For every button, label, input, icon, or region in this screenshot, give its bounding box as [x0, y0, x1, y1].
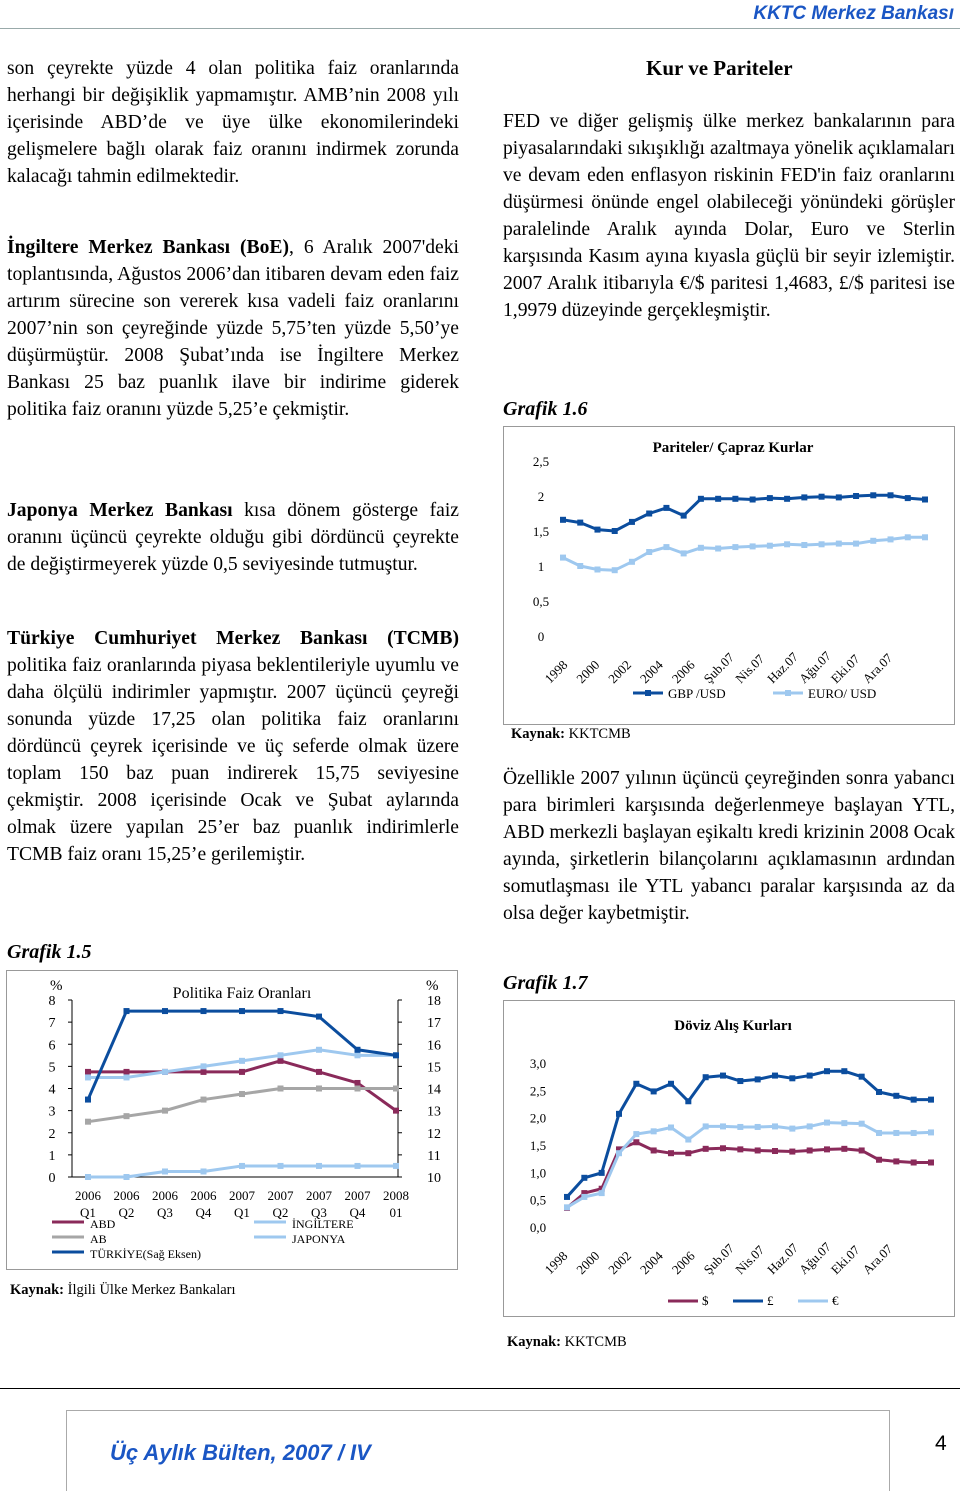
series-abd-point — [85, 1069, 91, 1075]
series-euro-usd-point — [560, 555, 566, 561]
figure-label-1-7: Grafik 1.7 — [503, 972, 588, 994]
series--point — [633, 1139, 639, 1145]
footer-title: Üç Aylık Bülten, 2007 / IV — [110, 1440, 371, 1465]
paragraph-ytl: Özellikle 2007 yılının üçüncü çeyreğinden sonra yabancı para birimleri karşısında değerlenmeye başlayan YTL, ABD merkezli başlayan eşikaltı kredi krizinin 2008 Ocak ayında, şirketlerin bilançolarını açıklamasının ardından somutlaşması ile YTL yabancı paralar karşısında az da olsa değer kaybetmiştir. — [503, 768, 955, 924]
series-t-rki-ye-sa-eksen-point — [239, 1008, 245, 1014]
series--point — [859, 1147, 865, 1153]
series--point — [807, 1073, 813, 1079]
series-gbp-usd-point — [819, 494, 825, 500]
x-tick-label-year: 2007 — [344, 1188, 371, 1203]
series-gbp-usd-point — [922, 497, 928, 503]
series-euro-usd-point — [681, 550, 687, 556]
series--point — [685, 1150, 691, 1156]
chart-frame — [504, 1001, 955, 1317]
series-euro-usd-point — [784, 541, 790, 547]
y-tick-label: 3,0 — [529, 1056, 547, 1071]
series--point — [772, 1073, 778, 1079]
y-tick-label-left: 6 — [48, 1038, 56, 1054]
series-gbp-usd-point — [560, 517, 566, 523]
series-abd-point — [278, 1058, 284, 1064]
series--point — [928, 1159, 934, 1165]
series-abd-point — [393, 1108, 399, 1114]
x-tick-label-year: 2007 — [306, 1188, 332, 1203]
x-tick-label-year: 2007 — [229, 1188, 255, 1203]
series-ab-point — [85, 1119, 91, 1125]
x-tick-label: 2006 — [668, 657, 698, 687]
series--point — [876, 1130, 882, 1136]
source-1-5 — [10, 1282, 236, 1299]
series-t-rki-ye-sa-eksen-point — [316, 1014, 322, 1020]
legend-label: $ — [702, 1293, 709, 1308]
series--point — [859, 1074, 865, 1080]
series--point — [824, 1068, 830, 1074]
x-tick-label: 2004 — [636, 657, 666, 687]
figure-label-1-6: Grafik 1.6 — [503, 398, 588, 420]
series-gbp-usd-point — [594, 527, 600, 533]
series-gbp-usd-point — [784, 496, 790, 502]
series-euro-usd-point — [594, 567, 600, 573]
y-tick-label: 2,5 — [529, 1083, 547, 1099]
x-tick-label: Ara.07 — [859, 1241, 896, 1278]
source-1-5-text: İlgili Ülke Merkez Bankaları — [64, 1282, 236, 1298]
series-japonya-point — [393, 1163, 399, 1169]
x-tick-label: Eki.07 — [827, 1242, 863, 1278]
series-japonya-point — [162, 1168, 168, 1174]
series--point — [616, 1150, 622, 1156]
y-tick-label-right: 16 — [427, 1038, 441, 1054]
x-tick-label: Haz.07 — [764, 1240, 802, 1278]
series--point — [893, 1093, 899, 1099]
x-tick-label: Nis.07 — [732, 1242, 768, 1278]
series--point — [668, 1125, 674, 1131]
y-tick-label: 1,5 — [532, 524, 550, 539]
series--point — [841, 1068, 847, 1074]
x-tick-label-quarter: Q1 — [80, 1205, 96, 1220]
series--point — [859, 1121, 865, 1127]
series-euro-usd-point — [888, 536, 894, 542]
chart-policy-rates — [6, 970, 458, 1270]
x-tick-label: Eki.07 — [827, 651, 863, 687]
x-tick-label-year: 2007 — [267, 1188, 294, 1203]
x-tick-label-quarter: Q1 — [234, 1205, 250, 1220]
y-tick-label-right: 18 — [427, 994, 441, 1009]
series--point — [824, 1120, 830, 1126]
legend-label: EURO/ USD — [808, 686, 877, 701]
legend-label: AB — [90, 1232, 107, 1246]
tcmb-heading: Türkiye Cumhuriyet Merkez Bankası (TCMB) — [7, 628, 459, 649]
x-tick-label: 2002 — [605, 657, 635, 687]
x-tick-label-year: 2006 — [113, 1188, 140, 1203]
series-ab-point — [393, 1086, 399, 1092]
x-tick-label: Şub.07 — [700, 649, 737, 687]
y-tick-label-left: 8 — [48, 994, 56, 1009]
series-gbp-usd-point — [905, 495, 911, 501]
series--point — [651, 1147, 657, 1153]
legend-label: İNGİLTERE — [292, 1217, 354, 1231]
y-tick-label-left: 5 — [48, 1060, 56, 1076]
header-title: KKTC Merkez Bankası — [753, 3, 954, 24]
series--point — [928, 1097, 934, 1103]
series-ab-point — [278, 1086, 284, 1092]
chart-title: Pariteler/ Çapraz Kurlar — [652, 440, 814, 456]
boe-text: , 6 Aralık 2007'deki toplantısında, Ağustos 2006’dan itibaren devam eden faiz artırım sürecine son vererek kısa vadeli faiz oranlarını 2007’nin son çeyreğinde yüzde 5,75’ten yüzde 5,50’ye düşürmüştür. 2008 Şubat’ında ise İngiltere Merkez Bankası 25 baz puanlık ilave bir indirime giderek politika faiz oranını yüzde 5,25’e çekmiştir. — [7, 237, 459, 420]
x-tick-label: 1998 — [541, 657, 571, 687]
series-gbp-usd-point — [612, 528, 618, 534]
series-gbp-usd-point — [577, 520, 583, 526]
series-t-rki-ye-sa-eksen-point — [162, 1008, 168, 1014]
paragraph-tcmb — [7, 625, 459, 868]
legend-label: ABD — [90, 1217, 116, 1231]
series-ab-point — [124, 1113, 130, 1119]
series--point — [755, 1124, 761, 1130]
series-t-rki-ye-sa-eksen-point — [201, 1008, 207, 1014]
legend-label: GBP /USD — [668, 686, 726, 701]
y-tick-label: 0,0 — [529, 1220, 547, 1235]
series--point — [911, 1159, 917, 1165]
source-1-6-prefix: Kaynak: — [511, 726, 565, 742]
series-t-rki-ye-sa-eksen-point — [393, 1052, 399, 1058]
series--point — [685, 1098, 691, 1104]
series--point — [703, 1074, 709, 1080]
series-i-ngi-ltere-point — [201, 1063, 207, 1069]
legend-label: £ — [767, 1293, 774, 1308]
y-tick-label: 0,5 — [529, 1192, 547, 1208]
y-tick-label-left: 3 — [48, 1104, 56, 1120]
chart-title: Döviz Alış Kurları — [674, 1018, 792, 1034]
x-tick-label-quarter: Q3 — [311, 1205, 327, 1220]
y-tick-label-left: 0 — [48, 1171, 56, 1186]
series--point — [564, 1194, 570, 1200]
series-euro-usd-point — [577, 563, 583, 569]
x-tick-label: Haz.07 — [764, 649, 802, 687]
chart-title: Politika Faiz Oranları — [172, 985, 312, 1002]
source-1-6 — [511, 726, 631, 743]
series-ab-point — [162, 1108, 168, 1114]
source-1-6-text: KKTCMB — [565, 726, 631, 742]
y-tick-label-right: 10 — [427, 1171, 441, 1186]
series-euro-usd-point — [629, 559, 635, 565]
y-tick-label-right: 13 — [427, 1104, 441, 1120]
x-tick-label: Ara.07 — [859, 650, 896, 687]
series--point — [876, 1157, 882, 1163]
x-tick-label-quarter: Q4 — [349, 1205, 366, 1220]
series-euro-usd-point — [663, 544, 669, 550]
series-abd-point — [124, 1069, 130, 1075]
x-tick-label: Ağu.07 — [795, 1239, 834, 1278]
series-euro-usd-point — [767, 543, 773, 549]
x-tick-label-quarter: Q2 — [118, 1205, 135, 1220]
series-euro-usd-point — [922, 534, 928, 540]
y-axis-unit-right: % — [426, 978, 439, 994]
boj-text: kısa dönem gösterge faiz oranını üçüncü çeyrekte olduğu gibi dördüncü çeyrekte de değiştirmeyerek yüzde 0,5 seviyesinde tutmuştur. — [7, 500, 459, 575]
y-axis-unit-left: % — [50, 978, 63, 994]
x-tick-label: Nis.07 — [732, 651, 768, 687]
y-tick-label-right: 14 — [427, 1082, 441, 1098]
series-euro-usd-point — [612, 567, 618, 573]
series-euro-usd-point — [870, 538, 876, 544]
y-tick-label: 2,0 — [529, 1110, 547, 1126]
series-gbp-usd-point — [801, 494, 807, 500]
x-tick-label-quarter: Q4 — [195, 1205, 212, 1220]
series--point — [824, 1146, 830, 1152]
series--point — [685, 1137, 691, 1143]
tcmb-text: politika faiz oranlarında piyasa beklentileriyle uyumlu ve daha ölçülü indirimler yapmıştır. 2007 üçüncü çeyreği sonunda yüzde 17,25 olan politika faiz oranlarını dördüncü çeyrek içerisinde ve üç seferde olmak üzere toplam 150 baz puan indirerek 15,75 seviyesine çekmiştir. 2008 içerisinde Ocak ve Şubat aylarında olmak üzere yapılan 25’er baz puanlık indirimlerle TCMB faiz oranı 15,25’e gerilemiştir. — [7, 655, 459, 865]
series-euro-usd-point — [750, 543, 756, 549]
series-abd-point — [355, 1080, 361, 1086]
series-ab-point — [239, 1091, 245, 1097]
paragraph-boe — [7, 234, 459, 423]
series-t-rki-ye-sa-eksen-point — [278, 1008, 284, 1014]
series-ab-point — [201, 1097, 207, 1103]
boe-heading: İngiltere Merkez Bankası (BoE) — [7, 237, 290, 258]
series--point — [720, 1123, 726, 1129]
series-japonya-point — [124, 1174, 130, 1180]
series-gbp-usd-point — [870, 492, 876, 498]
series--point — [807, 1147, 813, 1153]
series--point — [876, 1089, 882, 1095]
series-japonya-point — [201, 1168, 207, 1174]
series-gbp-usd-point — [646, 511, 652, 517]
x-tick-label: 2002 — [605, 1248, 635, 1278]
y-tick-label-left: 2 — [48, 1126, 56, 1142]
y-tick-label: 0 — [537, 629, 545, 644]
series-gbp-usd-point — [853, 493, 859, 499]
series-japonya-point — [355, 1163, 361, 1169]
series-i-ngi-ltere-point — [316, 1047, 322, 1053]
x-tick-label: 2006 — [668, 1248, 698, 1278]
series-gbp-usd-point — [681, 513, 687, 519]
series-abd-point — [239, 1069, 245, 1075]
source-1-5-prefix: Kaynak: — [10, 1282, 64, 1298]
y-tick-label-left: 1 — [48, 1148, 56, 1164]
series-i-ngi-ltere-point — [355, 1052, 361, 1058]
series--point — [737, 1078, 743, 1084]
x-tick-label-year: 2006 — [75, 1188, 101, 1203]
series--point — [893, 1158, 899, 1164]
series-gbp-usd-point — [836, 494, 842, 500]
series-euro-usd-point — [836, 541, 842, 547]
series--point — [720, 1145, 726, 1151]
series-euro-usd-point — [905, 534, 911, 540]
series-abd-point — [316, 1069, 322, 1075]
series--point — [789, 1126, 795, 1132]
paragraph-boj — [7, 497, 459, 578]
series--point — [755, 1076, 761, 1082]
series--point — [737, 1124, 743, 1130]
x-tick-label-year: 2006 — [152, 1188, 178, 1203]
series--point — [651, 1088, 657, 1094]
series-gbp-usd-point — [663, 505, 669, 511]
series-gbp-usd-point — [732, 496, 738, 502]
series--point — [755, 1147, 761, 1153]
series--point — [911, 1097, 917, 1103]
y-tick-label: 2 — [537, 489, 545, 504]
series--point — [668, 1150, 674, 1156]
series--point — [581, 1194, 587, 1200]
x-tick-label: Ağu.07 — [795, 648, 834, 687]
series-euro-usd-point — [646, 549, 652, 555]
footer-rule — [0, 1388, 960, 1389]
source-1-7 — [507, 1334, 627, 1351]
series-ab-point — [316, 1086, 322, 1092]
paragraph-fx: FED ve diğer gelişmiş ülke merkez bankalarının para piyasalarındaki sıkışıklığı azaltmaya yönelik açıklamaları ve devam eden enflasyon riskinin FED'in faiz oranlarını düşürmesi önünde engel olabileceği yönündeki görüşler paralelinde Aralık ayında Dolar, Euro ve Sterlin karşısında Kasım ayına kıyasla güçlü bir seyir izlemiştir. 2007 Aralık itibarıyla €/$ paritesi 1,4683, £/$ paritesi ise 1,9979 düzeyinde gerçekleşmiştir. — [503, 111, 955, 321]
x-tick-label-quarter: Q2 — [272, 1205, 289, 1220]
series-t-rki-ye-sa-eksen-point — [124, 1008, 130, 1014]
legend-label: JAPONYA — [292, 1232, 346, 1246]
chart-parities — [503, 426, 955, 726]
y-tick-label: 0,5 — [532, 594, 550, 609]
y-tick-label-left: 4 — [48, 1082, 56, 1098]
header-rule — [0, 28, 960, 29]
series--point — [564, 1204, 570, 1210]
series--point — [772, 1148, 778, 1154]
chart-frame — [504, 427, 955, 725]
paragraph-amb: son çeyrekte yüzde 4 olan politika faiz oranlarında herhangi bir değişiklik yapmamıştır. AMB’nin 2008 yılı içerisinde ABD’de ve üye ülke ekonomilerindeki gelişmelere bağlı olarak faiz oranını indirmek zorunda kalacağı tahmin edilmektedir. — [7, 58, 459, 187]
series--point — [720, 1073, 726, 1079]
series--point — [599, 1190, 605, 1196]
series--point — [789, 1075, 795, 1081]
y-tick-label-right: 12 — [427, 1126, 441, 1142]
series-i-ngi-ltere-point — [124, 1074, 130, 1080]
series-i-ngi-ltere-point — [278, 1052, 284, 1058]
series--point — [703, 1146, 709, 1152]
series--point — [893, 1130, 899, 1136]
y-tick-label: 2,5 — [532, 454, 550, 469]
source-1-7-prefix: Kaynak: — [507, 1334, 561, 1350]
series--point — [737, 1146, 743, 1152]
x-tick-label: 2004 — [636, 1248, 666, 1278]
x-tick-label: 1998 — [541, 1248, 571, 1278]
figure-label-1-5: Grafik 1.5 — [7, 941, 92, 963]
series-euro-usd-point — [732, 544, 738, 550]
x-tick-label-year: 2006 — [190, 1188, 217, 1203]
y-tick-label-right: 17 — [427, 1016, 441, 1032]
series-japonya-point — [85, 1174, 91, 1180]
chart-fx-buying-rates — [503, 1000, 955, 1318]
series-i-ngi-ltere-point — [162, 1069, 168, 1075]
section-title-fx: Kur ve Pariteler — [646, 56, 793, 80]
chart-frame — [7, 971, 458, 1270]
series--point — [928, 1129, 934, 1135]
series-gbp-usd-point — [750, 497, 756, 503]
y-tick-label: 1,5 — [529, 1138, 547, 1153]
source-1-7-text: KKTCMB — [561, 1334, 627, 1350]
series--point — [807, 1123, 813, 1129]
y-tick-label: 1 — [537, 559, 545, 574]
series-i-ngi-ltere-point — [85, 1074, 91, 1080]
page-number: 4 — [935, 1432, 947, 1455]
boj-heading: Japonya Merkez Bankası — [7, 500, 233, 521]
x-tick-label: 2000 — [573, 1248, 603, 1278]
series-japonya-point — [239, 1163, 245, 1169]
series-euro-usd-point — [853, 541, 859, 547]
series--point — [616, 1111, 622, 1117]
series-euro-usd-point — [801, 542, 807, 548]
series--point — [668, 1081, 674, 1087]
series--point — [633, 1081, 639, 1087]
series-ab-point — [355, 1086, 361, 1092]
series--point — [599, 1170, 605, 1176]
series-i-ngi-ltere-point — [239, 1058, 245, 1064]
legend-marker — [785, 690, 791, 696]
series-gbp-usd-point — [629, 519, 635, 525]
series-japonya-point — [278, 1163, 284, 1169]
series--point — [841, 1146, 847, 1152]
series-euro-usd-point — [715, 546, 721, 552]
series-gbp-usd-point — [715, 496, 721, 502]
series--point — [841, 1120, 847, 1126]
series-gbp-usd-point — [767, 495, 773, 501]
x-tick-label: 2000 — [573, 657, 603, 687]
legend-marker — [645, 690, 651, 696]
x-tick-label-quarter: 01 — [389, 1205, 403, 1220]
y-tick-label: 1,0 — [529, 1165, 547, 1181]
series-japonya-point — [316, 1163, 322, 1169]
y-tick-label-right: 15 — [427, 1060, 441, 1076]
series--point — [651, 1128, 657, 1134]
y-tick-label-left: 7 — [48, 1016, 56, 1032]
x-tick-label-quarter: Q3 — [157, 1205, 173, 1220]
series--point — [772, 1123, 778, 1129]
series--point — [789, 1149, 795, 1155]
x-tick-label: Şub.07 — [700, 1240, 737, 1278]
x-tick-label-year: 2008 — [383, 1188, 409, 1203]
series-t-rki-ye-sa-eksen-point — [85, 1097, 91, 1103]
series-gbp-usd-point — [888, 492, 894, 498]
series--point — [911, 1130, 917, 1136]
legend-label: TÜRKİYE(Sağ Eksen) — [90, 1247, 201, 1261]
series-abd-point — [201, 1069, 207, 1075]
series--point — [703, 1123, 709, 1129]
series--point — [581, 1175, 587, 1181]
series-t-rki-ye-sa-eksen-point — [355, 1047, 361, 1053]
series-euro-usd-point — [819, 541, 825, 547]
series-euro-usd-point — [698, 545, 704, 551]
series-gbp-usd-point — [698, 496, 704, 502]
series--point — [633, 1131, 639, 1137]
legend-label: € — [832, 1293, 839, 1308]
y-tick-label-right: 11 — [427, 1148, 441, 1164]
